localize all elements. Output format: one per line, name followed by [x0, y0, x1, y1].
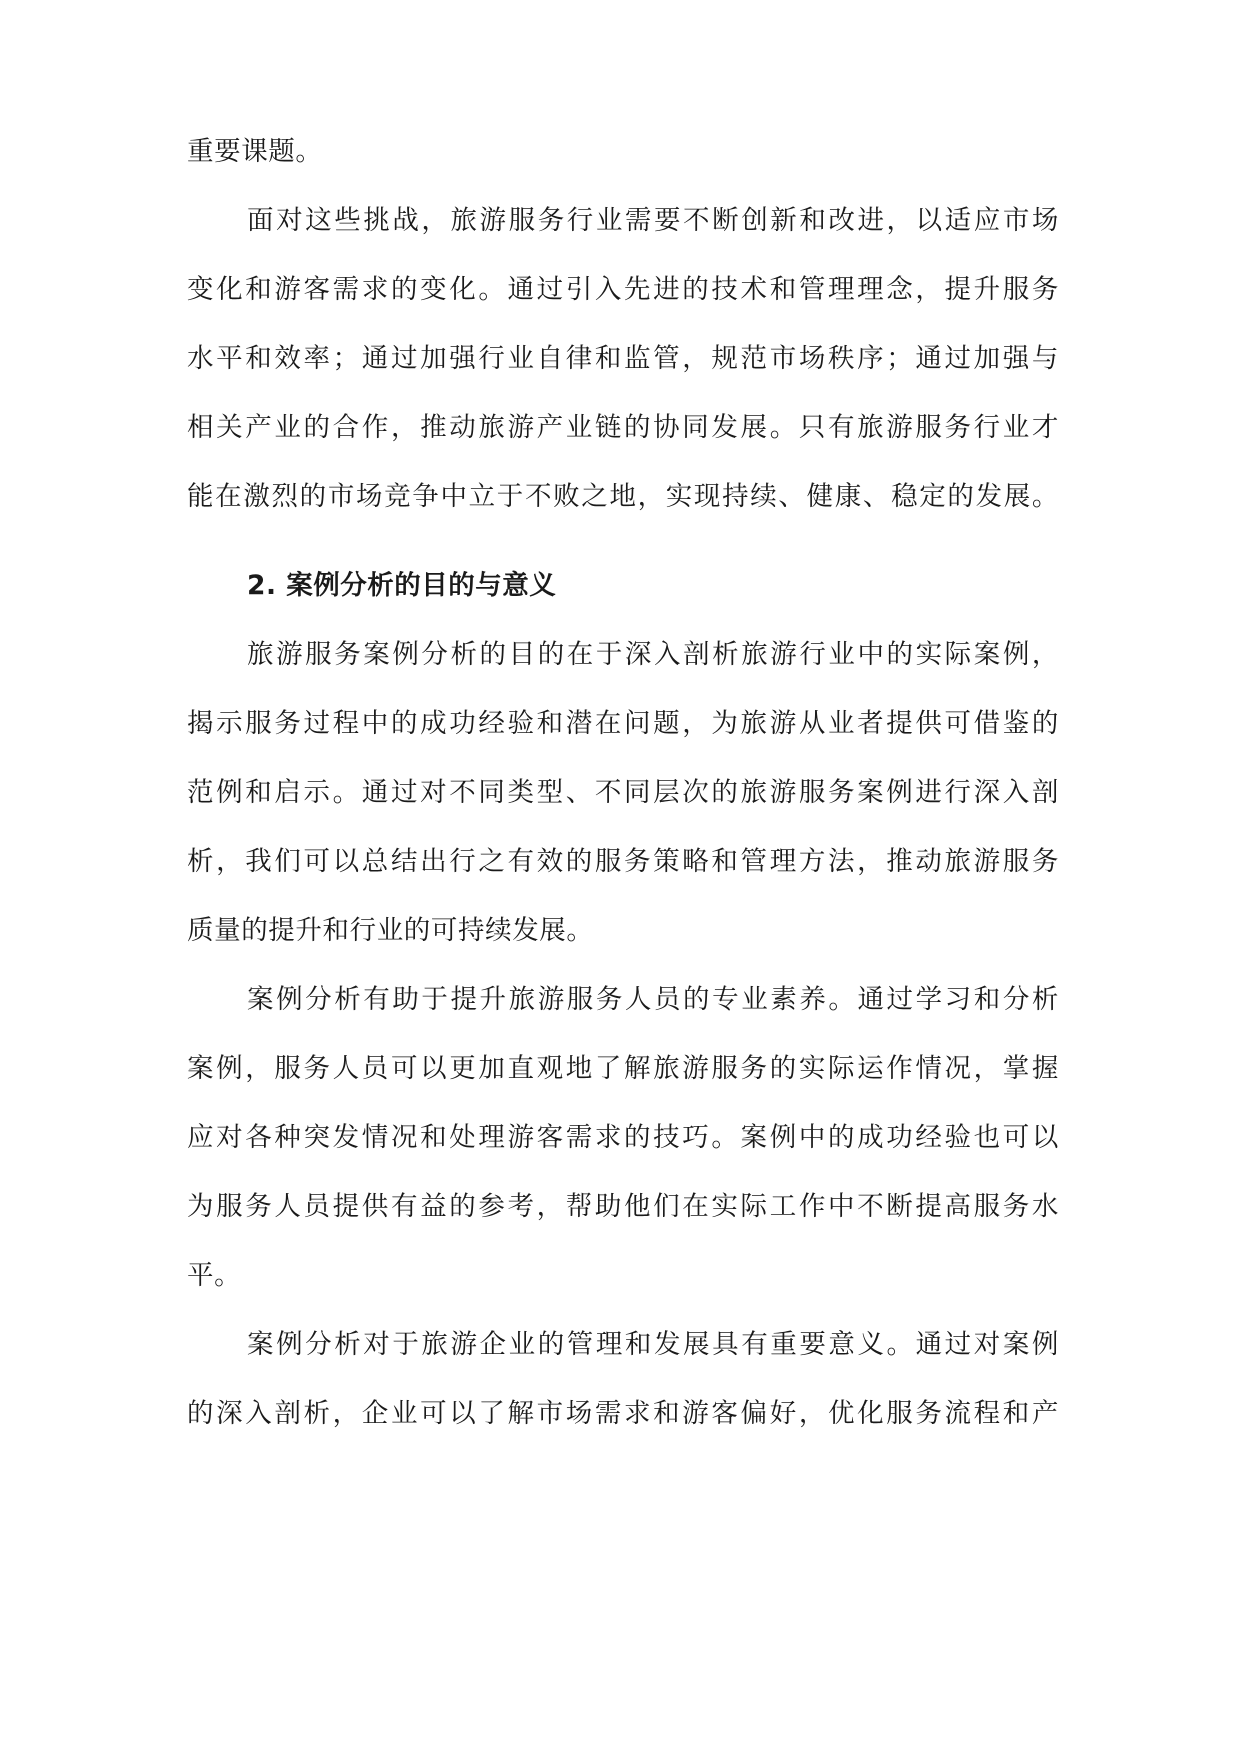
- text-line: 揭示服务过程中的成功经验和潜在问题，为旅游从业者提供可借鉴的: [187, 708, 1059, 739]
- text-line: 变化和游客需求的变化。通过引入先进的技术和管理理念，提升服务: [187, 274, 1059, 305]
- section-heading: 2. 案例分析的目的与意义: [247, 570, 557, 601]
- text-line: 应对各种突发情况和处理游客需求的技巧。案例中的成功经验也可以: [187, 1122, 1059, 1153]
- text-line: 面对这些挑战，旅游服务行业需要不断创新和改进，以适应市场: [247, 205, 1059, 236]
- text-line: 析，我们可以总结出行之有效的服务策略和管理方法，推动旅游服务: [187, 846, 1059, 877]
- text-line: 为服务人员提供有益的参考，帮助他们在实际工作中不断提高服务水: [187, 1191, 1059, 1222]
- text-line: 水平和效率；通过加强行业自律和监管，规范市场秩序；通过加强与: [187, 343, 1059, 374]
- text-line: 质量的提升和行业的可持续发展。: [187, 915, 594, 946]
- text-line: 平。: [187, 1260, 242, 1291]
- text-line: 重要课题。: [187, 136, 323, 167]
- text-line: 的深入剖析，企业可以了解市场需求和游客偏好，优化服务流程和产: [187, 1398, 1059, 1429]
- text-line: 案例，服务人员可以更加直观地了解旅游服务的实际运作情况，掌握: [187, 1053, 1059, 1084]
- text-line: 相关产业的合作，推动旅游产业链的协同发展。只有旅游服务行业才: [187, 412, 1059, 443]
- text-line: 案例分析有助于提升旅游服务人员的专业素养。通过学习和分析: [247, 984, 1059, 1015]
- text-line: 范例和启示。通过对不同类型、不同层次的旅游服务案例进行深入剖: [187, 777, 1059, 808]
- text-line: 案例分析对于旅游企业的管理和发展具有重要意义。通过对案例: [247, 1329, 1059, 1360]
- text-line: 旅游服务案例分析的目的在于深入剖析旅游行业中的实际案例，: [247, 639, 1059, 670]
- text-line: 能在激烈的市场竞争中立于不败之地，实现持续、健康、稳定的发展。: [187, 481, 1059, 512]
